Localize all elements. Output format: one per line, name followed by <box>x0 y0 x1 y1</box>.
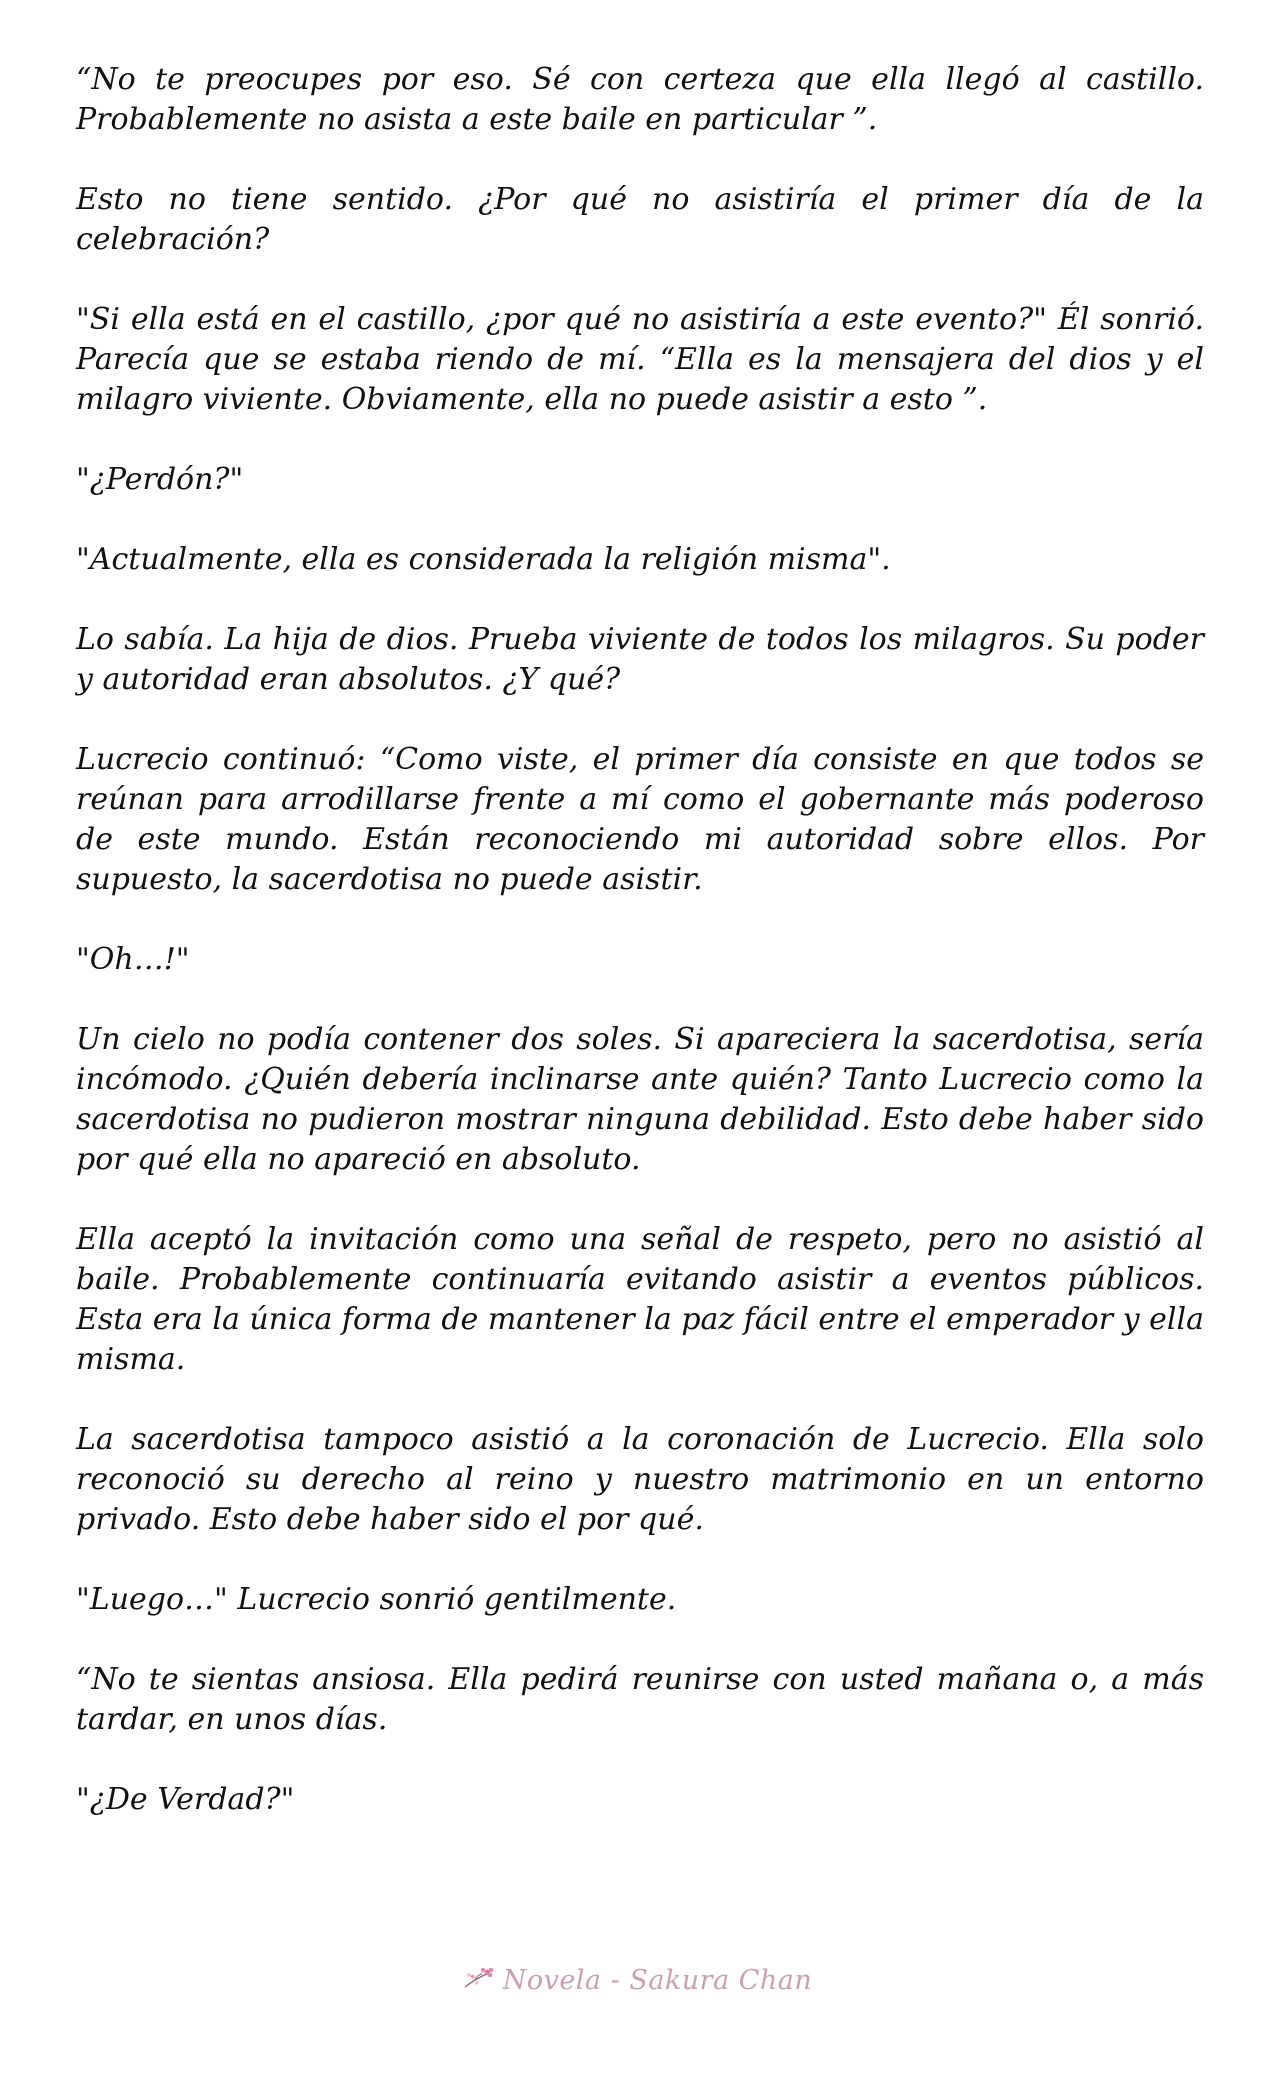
cherry-blossom-icon <box>463 1965 497 1998</box>
paragraph: Un cielo no podía contener dos soles. Si apareciera la sacerdotisa, sería incómodo. ¿Quién debería inclinarse ante quién? Tanto Lucrecio como la sacerdotisa no pudieron mostrar ninguna debilidad. Esto debe haber sido por qué ella no apareció en absoluto. <box>76 1022 1204 1177</box>
paragraph: La sacerdotisa tampoco asistió a la coronación de Lucrecio. Ella solo reconoció su derecho al reino y nuestro matrimonio en un entorno privado. Esto debe haber sido el por qué. <box>76 1422 1204 1537</box>
paragraph: Ella aceptó la invitación como una señal de respeto, pero no asistió al baile. Probablemente continuaría evitando asistir a eventos públicos. Esta era la única forma de mantener la paz fácil entre el emperador y ella misma. <box>76 1222 1204 1377</box>
watermark-text: Novela - Sakura Chan <box>502 1965 813 1996</box>
paragraph: Lo sabía. La hija de dios. Prueba viviente de todos los milagros. Su poder y autoridad eran absolutos. ¿Y qué? <box>76 622 1204 697</box>
paragraph: “No te sientas ansiosa. Ella pedirá reunirse con usted mañana o, a más tardar, en unos días. <box>76 1662 1204 1737</box>
watermark <box>0 1965 1275 1998</box>
paragraph: "¿De Verdad?" <box>76 1782 295 1817</box>
document-body <box>76 60 1204 1860</box>
paragraph: "Luego…" Lucrecio sonrió gentilmente. <box>76 1582 677 1617</box>
paragraph: "Actualmente, ella es considerada la religión misma". <box>76 542 891 577</box>
paragraph: "Oh…!" <box>76 942 190 977</box>
paragraph: Lucrecio continuó: “Como viste, el primer día consiste en que todos se reúnan para arrodillarse frente a mí como el gobernante más poderoso de este mundo. Están reconociendo mi autoridad sobre ellos. Por supuesto, la sacerdotisa no puede asistir. <box>76 742 1204 897</box>
paragraph: Esto no tiene sentido. ¿Por qué no asistiría el primer día de la celebración? <box>76 182 1204 257</box>
paragraph: "Si ella está en el castillo, ¿por qué no asistiría a este evento?" Él sonrió. Parecía que se estaba riendo de mí. “Ella es la mensajera del dios y el milagro viviente. Obviamente, ella no puede asistir a esto ”. <box>76 302 1204 417</box>
paragraph: "¿Perdón?" <box>76 462 244 497</box>
paragraph: “No te preocupes por eso. Sé con certeza que ella llegó al castillo. Probablemente no asista a este baile en particular ”. <box>76 62 1204 137</box>
